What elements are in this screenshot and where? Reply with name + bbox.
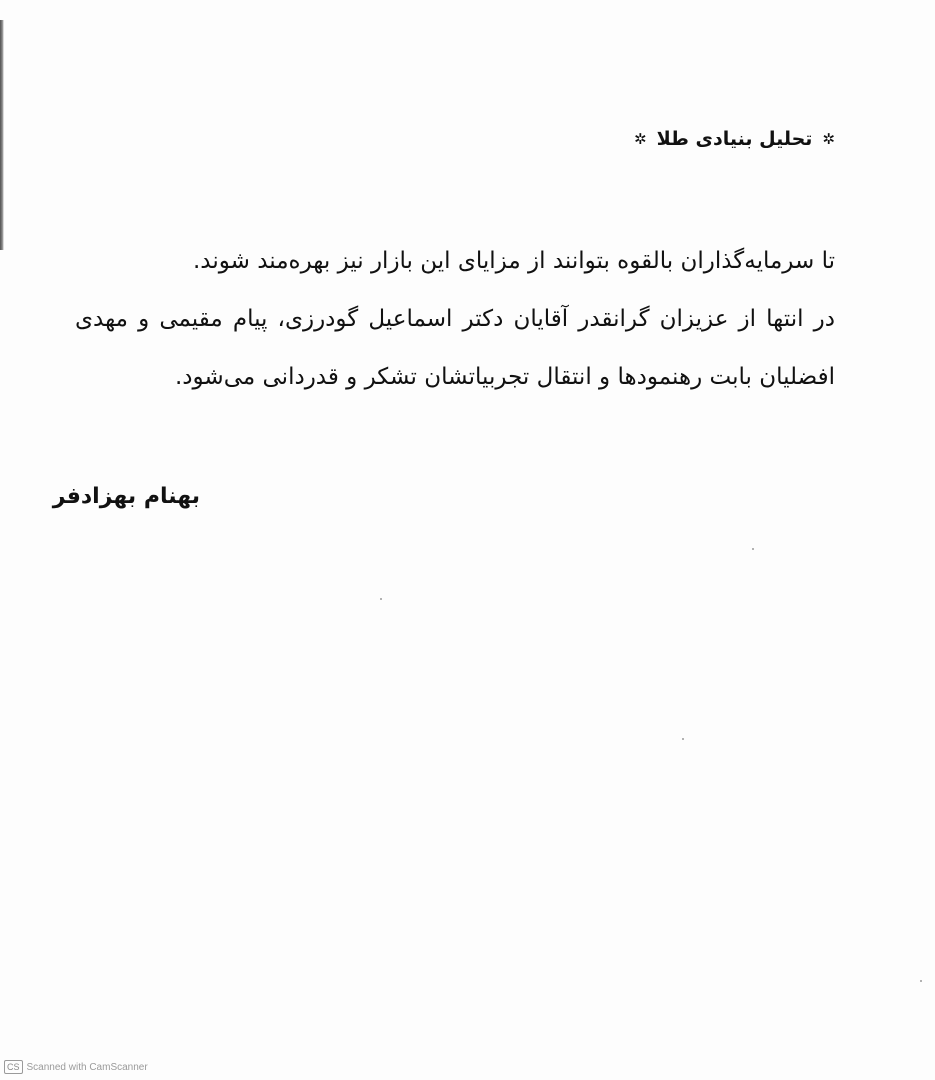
scan-speck (682, 738, 684, 740)
scan-edge-shadow (0, 20, 4, 250)
scan-speck (752, 548, 754, 550)
body-text (75, 232, 835, 406)
author-signature: بهنام بهزادفر (52, 484, 200, 509)
section-title: تحلیل بنیادی طلا (656, 128, 813, 150)
paragraph: تا سرمایه‌گذاران بالقوه بتوانند از مزایای این بازار نیز بهره‌مند شوند. (192, 248, 835, 274)
star-icon: ✲ (822, 129, 835, 148)
scanner-watermark (4, 1060, 148, 1074)
section-header (634, 128, 835, 150)
star-icon: ✲ (634, 129, 647, 148)
paragraph: در انتها از عزیزان گرانقدر آقایان دکتر اسماعیل گودرزی، پیام مقیمی و مهدی افضلیان بابت رهنمودها و انتقال تجربیاتشان تشکر و قدردانی می‌شود. (75, 306, 835, 390)
scan-speck (920, 980, 922, 982)
scan-speck (380, 598, 382, 600)
camscanner-logo-icon: CS (4, 1060, 23, 1074)
scanner-label: Scanned with CamScanner (26, 1061, 148, 1073)
